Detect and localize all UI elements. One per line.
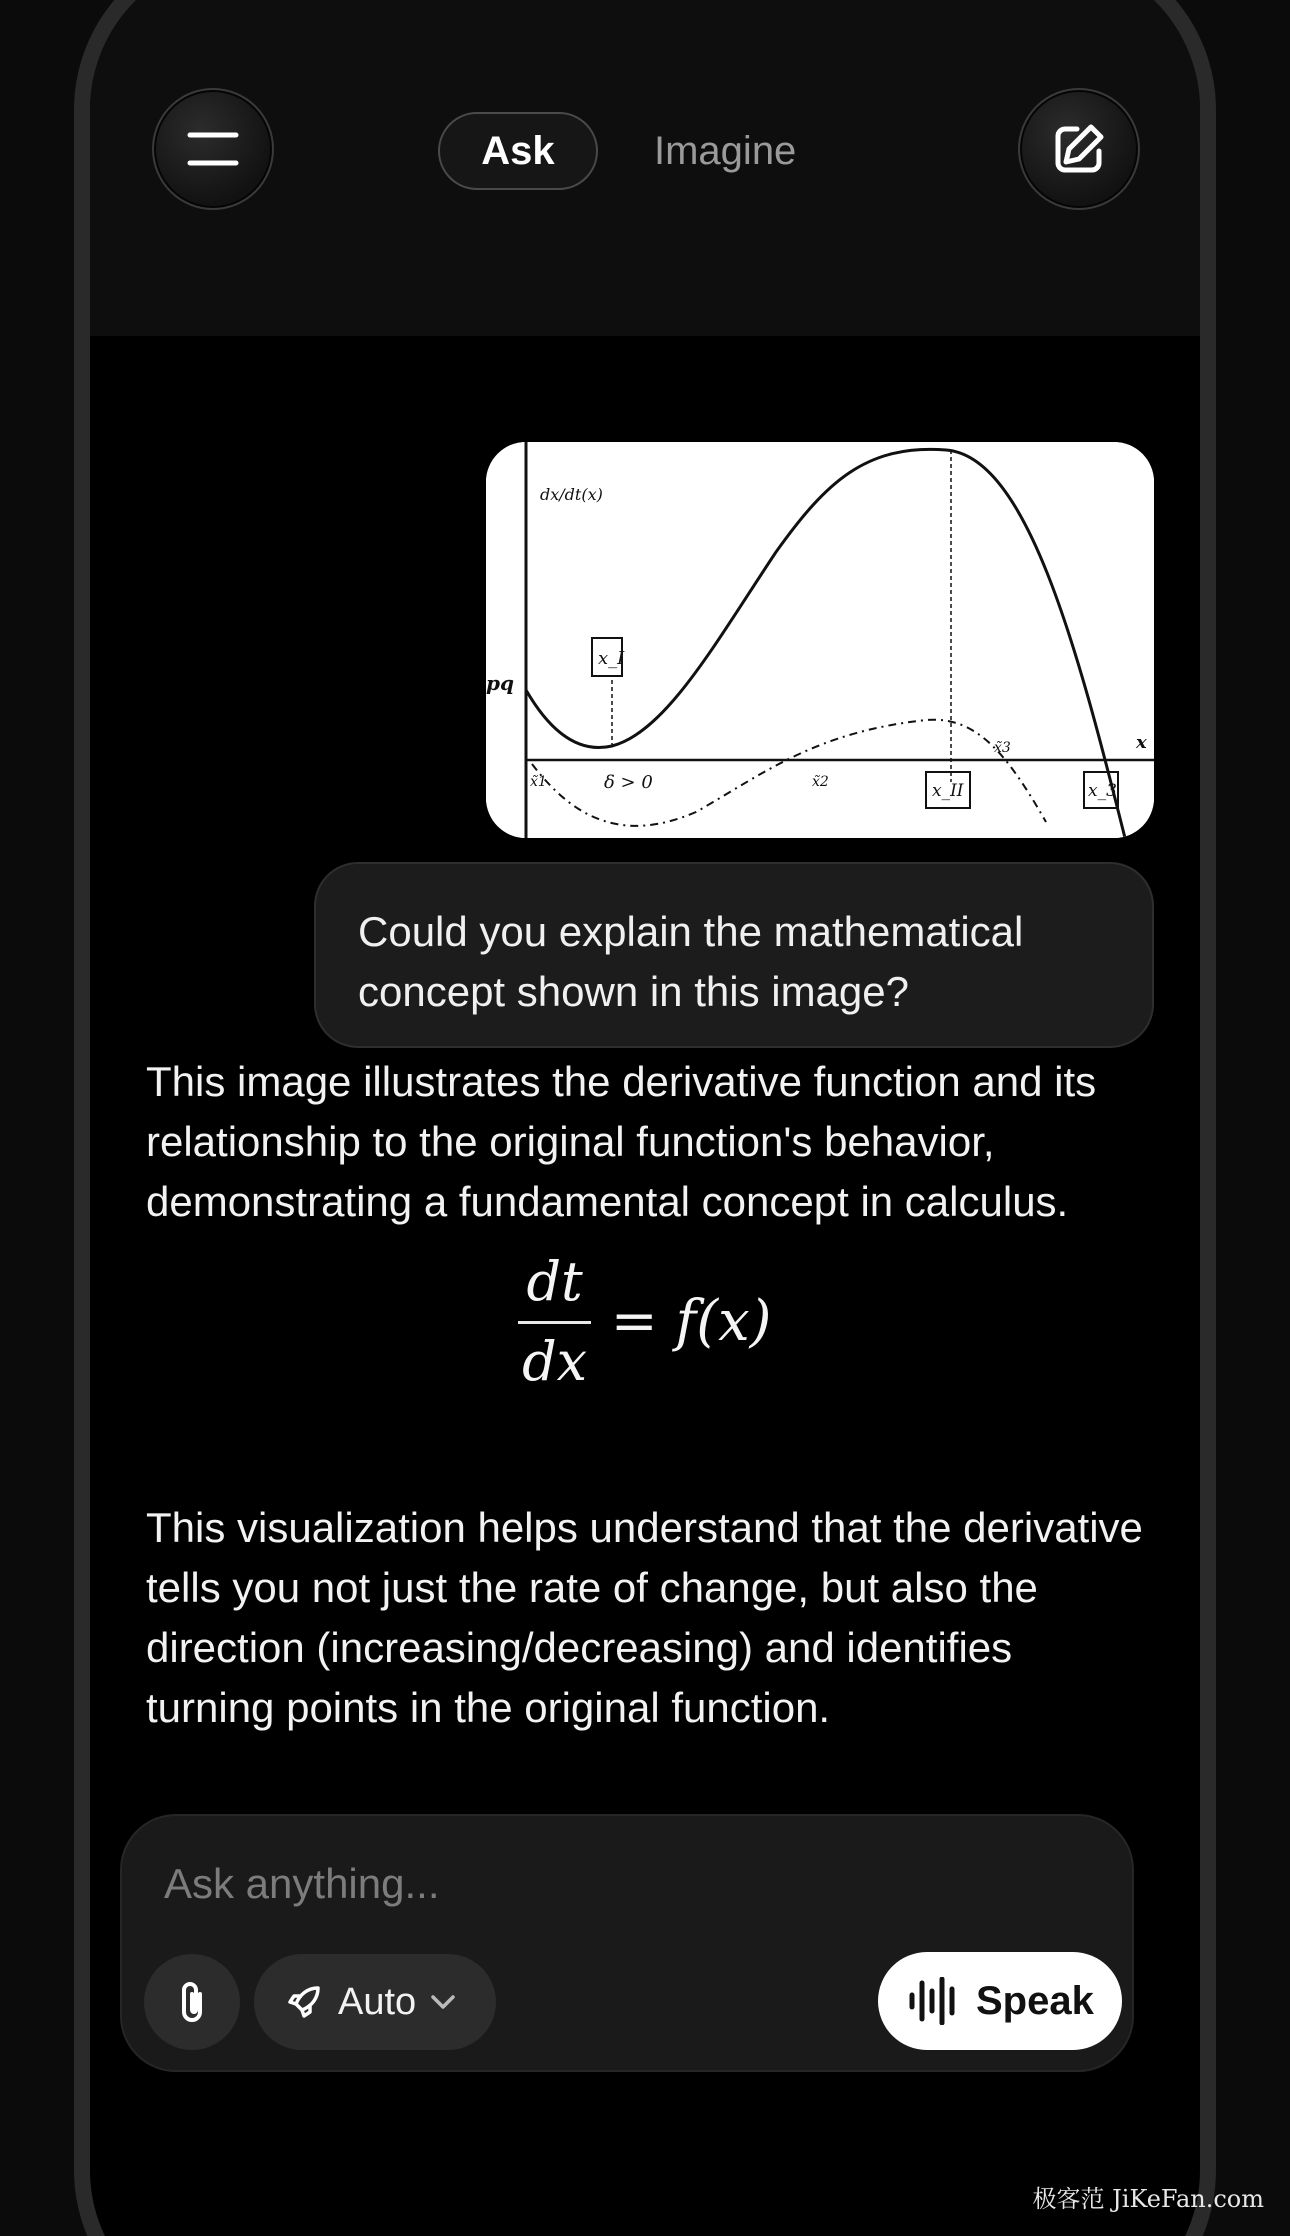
tab-ask[interactable]: Ask (438, 112, 598, 190)
mode-dropdown[interactable] (254, 1954, 496, 2050)
mode-label: Auto (338, 1980, 417, 2023)
derivative-graph-image (486, 442, 1154, 838)
formula-fraction (518, 1250, 590, 1393)
formula-numerator: dt (518, 1250, 590, 1324)
new-chat-button[interactable] (1018, 88, 1140, 210)
graph-annotation-x3: x̃3 (994, 740, 1011, 756)
top-bar (90, 0, 1200, 336)
edit-icon (1051, 121, 1107, 177)
graph-label-x-3: x_3 (1088, 781, 1117, 801)
user-message: Could you explain the mathematical concept shown in this image? (314, 862, 1154, 1048)
graph-annotation-x2: x̃2 (812, 774, 829, 790)
hamburger-menu-icon (187, 129, 239, 169)
graph-left-label: pq (486, 671, 514, 695)
graph-x-label: x (1136, 732, 1147, 753)
graph-label-x-ii: x_II (932, 781, 964, 801)
tab-imagine[interactable]: Imagine (654, 128, 797, 173)
formula-rhs: = f(x) (610, 1288, 772, 1354)
graph-annotation-delta: δ > 0 (604, 772, 653, 793)
rocket-icon (284, 1982, 324, 2022)
graph-label-x-i: x_I (598, 648, 625, 669)
assistant-paragraph-2: This visualization helps understand that the derivative tells you not just the rate of change, but also the direction (increasing/decreasing) and identifies turning points in the original function. (146, 1504, 1143, 1731)
attached-image[interactable] (486, 442, 1154, 838)
math-formula (90, 1236, 1200, 1406)
speak-label: Speak (976, 1978, 1094, 2023)
phone-frame (74, 0, 1216, 2236)
graph-annotation-x1: x̃1 (530, 774, 547, 790)
watermark: 极客范 JiKeFan.com (1032, 2185, 1264, 2213)
formula-denominator: dx (522, 1329, 588, 1393)
graph-y-label: dx/dt(x) (540, 485, 603, 504)
attach-button[interactable] (144, 1954, 240, 2050)
chevron-down-icon (430, 1993, 456, 2011)
waveform-icon (908, 1977, 962, 2025)
mode-switcher (438, 112, 796, 190)
assistant-paragraph-1: This image illustrates the derivative function and its relationship to the original function's behavior, demonstrating a fundamental concept in calculus. (146, 1058, 1097, 1225)
composer (120, 1814, 1134, 2072)
menu-button[interactable] (152, 88, 274, 210)
speak-button[interactable] (878, 1952, 1122, 2050)
ask-input[interactable]: Ask anything... (164, 1860, 440, 1907)
paperclip-icon (172, 1978, 212, 2026)
